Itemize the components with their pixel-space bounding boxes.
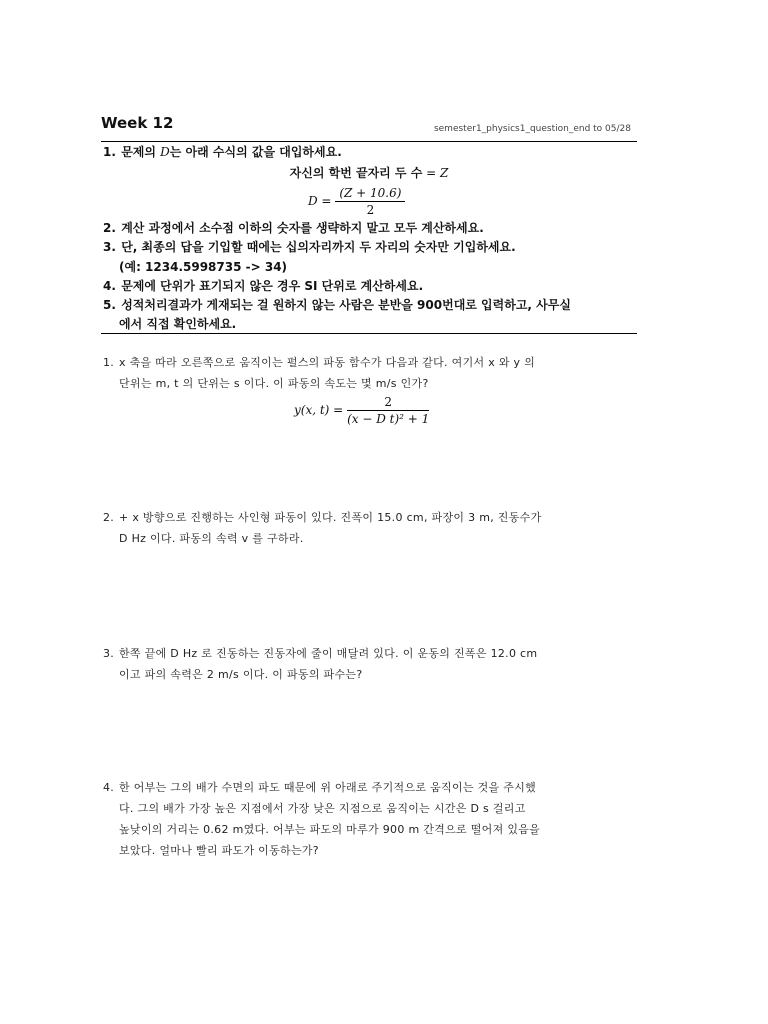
- d-formula-fraction: [335, 186, 405, 217]
- instruction-5-number: 5.: [103, 298, 116, 312]
- student-number-text: 자신의 학번 끝자리 두 수: [289, 166, 423, 180]
- student-number-equation: = Z: [422, 166, 449, 180]
- instruction-3-text: 단, 최종의 답을 기입할 때에는 십의자리까지 두 자리의 숫자만 기입하세요.: [121, 240, 516, 254]
- question-4-line2: 다. 그의 배가 가장 높은 지점에서 가장 낮은 지점으로 움직이는 시간은 D s 걸리고: [119, 802, 526, 815]
- q1-formula-denominator: (x − D t)² + 1: [347, 412, 430, 426]
- instruction-2: [103, 219, 635, 238]
- instruction-4-text: 문제에 단위가 표기되지 않은 경우 SI 단위로 계산하세요.: [121, 279, 424, 293]
- q1-formula-fraction: [347, 395, 429, 426]
- d-formula-numerator: (Z + 10.6): [335, 186, 405, 202]
- instruction-5-cont: [103, 315, 635, 334]
- question-4-line4: 보았다. 얼마나 빨리 파도가 이동하는가?: [119, 844, 319, 857]
- question-3-line1: 한쪽 끝에 D Hz 로 진동하는 진동자에 줄이 매달려 있다. 이 운동의 진폭은 12.0 cm: [119, 647, 538, 660]
- q1-formula-numerator: 2: [347, 395, 429, 411]
- instruction-1-number: 1.: [103, 145, 116, 159]
- instruction-1: [103, 143, 635, 162]
- instruction-4-number: 4.: [103, 279, 116, 293]
- question-1-line1: x 축을 따라 오른쪽으로 움직이는 펄스의 파동 함수가 다음과 같다. 여기서 x 와 y 의: [119, 356, 536, 369]
- question-3-number: 3.: [103, 647, 115, 660]
- question-3-line2: 이고 파의 속력은 2 m/s 이다. 이 파동의 파수는?: [119, 668, 363, 681]
- q1-formula-lhs: y(x, t) =: [294, 403, 344, 417]
- instruction-5: [103, 296, 635, 315]
- instruction-1-text-b: 는 아래 수식의 값을 대입하세요.: [169, 145, 342, 159]
- instruction-3-example-text: (예: 1234.5998735 -> 34): [119, 260, 288, 274]
- bottom-rule: [101, 333, 637, 334]
- question-2-line1: + x 방향으로 진행하는 사인형 파동이 있다. 진폭이 15.0 cm, 파장이 3 m, 진동수가: [119, 511, 542, 524]
- instruction-3-example: [103, 258, 635, 277]
- question-4-number: 4.: [103, 781, 115, 794]
- instruction-4: [103, 277, 635, 296]
- header-meta: semester1_physics1_question_end to 05/28: [433, 124, 631, 134]
- instruction-2-text: 계산 과정에서 소수점 이하의 숫자를 생략하지 말고 모두 계산하세요.: [121, 221, 484, 235]
- question-4: [103, 777, 633, 861]
- instruction-5-text-line2: 에서 직접 확인하세요.: [119, 317, 237, 331]
- instruction-3-number: 3.: [103, 240, 116, 254]
- question-2-number: 2.: [103, 511, 115, 524]
- question-1: [103, 352, 633, 394]
- question-2: [103, 507, 633, 549]
- q1-formula: [294, 395, 429, 426]
- question-4-line1: 한 어부는 그의 배가 수면의 파도 때문에 위 아래로 주기적으로 움직이는 것을 주시했: [119, 781, 537, 794]
- question-3: [103, 643, 633, 685]
- instruction-3: [103, 238, 635, 257]
- d-formula-denominator: 2: [366, 203, 375, 217]
- d-formula: [308, 186, 405, 217]
- instruction-1-variable: D: [160, 145, 170, 159]
- question-1-number: 1.: [103, 356, 115, 369]
- instruction-2-number: 2.: [103, 221, 116, 235]
- student-number-line: [101, 164, 637, 181]
- instruction-5-text-line1: 성적처리결과가 게재되는 걸 원하지 않는 사람은 분반을 900번대로 입력하고, 사무실: [121, 298, 571, 312]
- top-rule: [101, 141, 637, 142]
- d-formula-lhs: D =: [308, 194, 332, 208]
- question-4-line3: 높낮이의 거리는 0.62 m였다. 어부는 파도의 마루가 900 m 간격으로 떨어져 있음을: [119, 823, 541, 836]
- question-2-line2: D Hz 이다. 파동의 속력 v 를 구하라.: [119, 532, 304, 545]
- question-1-line2: 단위는 m, t 의 단위는 s 이다. 이 파동의 속도는 몇 m/s 인가?: [119, 377, 429, 390]
- week-title: Week 12: [101, 114, 174, 132]
- instruction-1-text-a: 문제의: [121, 145, 156, 159]
